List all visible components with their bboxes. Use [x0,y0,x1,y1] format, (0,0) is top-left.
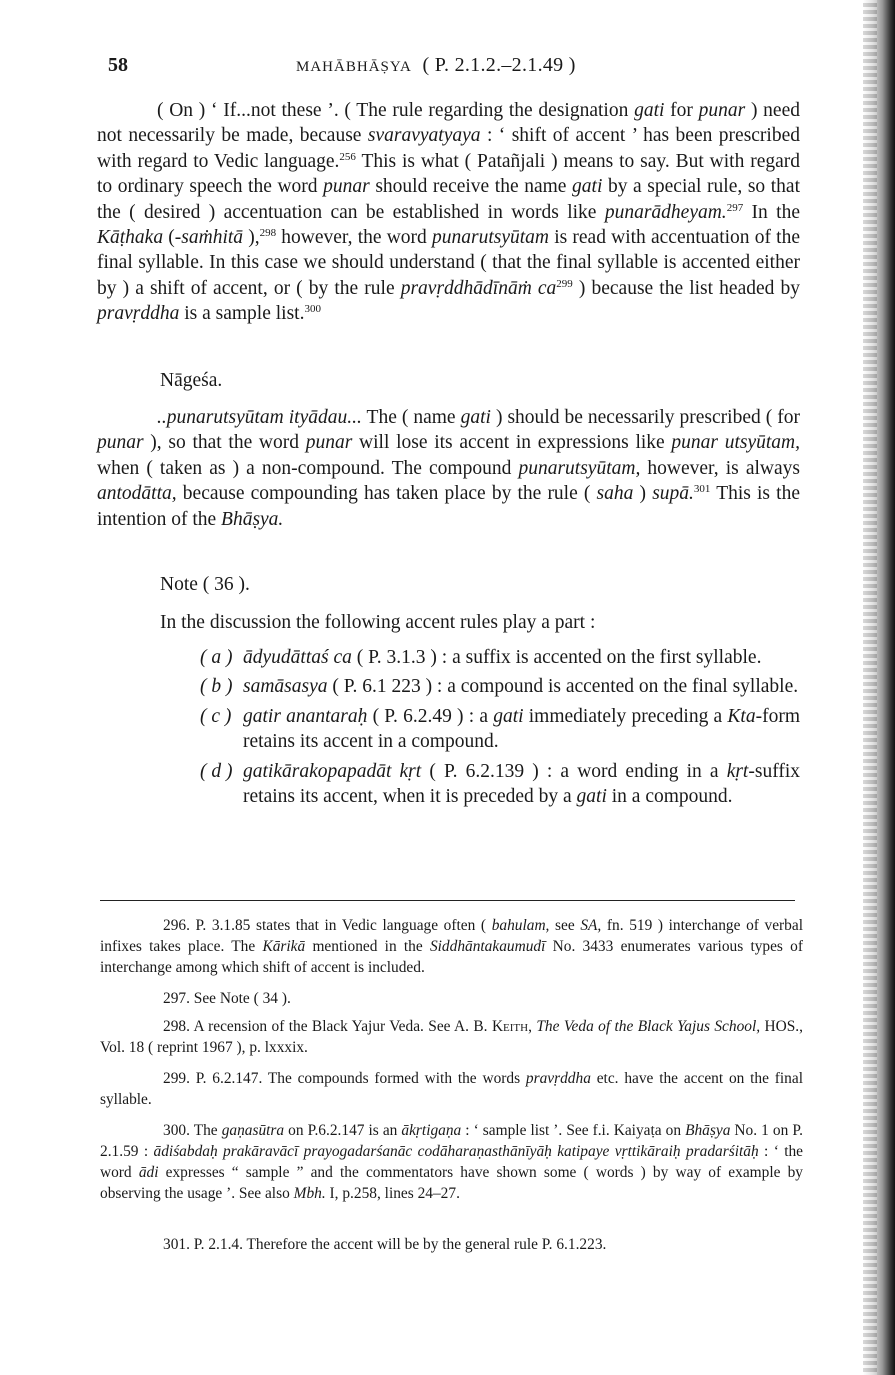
text: HOS., Vol. 18 ( reprint 1967 ), p. lxxxix. [100,1018,803,1056]
footnote-299 [100,1068,803,1110]
title-part: BH [345,59,369,75]
text: etc. have the accent on the final syllable. [100,1070,803,1108]
text: will lose its accent in expressions like [352,432,672,454]
footnote-ref[interactable]: 300 [304,303,321,316]
footnote-296 [100,915,803,978]
text: for [664,100,699,121]
note-heading [97,572,800,597]
term: Kārikā [262,938,306,955]
text: on P.6.2.147 is an [284,1122,402,1139]
text: fn. 519 ) interchange of verbal infixes takes place. The [100,917,803,955]
term: gati [460,407,491,428]
term: gaṇasūtra [221,1122,285,1139]
section-heading: Note ( 36 ). [160,574,250,595]
term: punar utsyūtam, [671,432,800,454]
author: Keith, [491,1018,532,1035]
rule-text: -suffix retains its accent, when it is preceded by a [243,760,800,808]
footnote-301 [100,1234,803,1255]
text: ) need not necessarily be made, because [97,100,800,147]
term: SA, [580,917,602,934]
text: 296. P. 3.1.85 states that in Vedic language often ( [163,917,492,934]
nagesa-heading [97,368,800,393]
rule-text: immediately preceding a [523,705,728,727]
term: antodātta, [97,483,177,505]
footnote-ref[interactable]: 299 [556,277,573,290]
rule-text: ( P. 6.2.139 ) : a word ending in a [421,760,727,782]
footnote-300 [100,1120,803,1204]
text: ), [243,227,260,249]
term: pravṛddha [525,1070,591,1087]
term: punar [698,100,746,121]
rule-name: gatikārakopapadāt kṛt [243,760,422,782]
term: Mbh. [293,1185,326,1202]
section-reference: ( P. 2.1.2.–2.1.49 ) [422,54,576,76]
page-header [108,54,808,82]
text: This is what ( Patañjali ) means to say. But with regard to ordinary speech the word [97,150,801,198]
term: svaravyatyaya [367,125,481,147]
quote: ..punarutsyūtam ityādau... [157,407,362,428]
page-number: 58 [108,54,128,76]
book-title: The Veda of the Black Yajus School, [536,1018,761,1035]
text: In the [743,201,800,223]
footnote-divider [100,900,795,901]
footnote-ref[interactable]: 301 [693,483,711,496]
rule-name: ādyudāttaś ca [243,647,352,668]
text: because compounding has taken place by the rule ( [176,483,597,505]
text: : ‘ sample list ’. See f.i. Kaiyaṭa on [461,1122,686,1139]
text: mentioned in the [305,938,430,955]
accent-rules-list [200,645,800,813]
text: : ‘ the word [100,1143,804,1181]
text: 299. P. 6.2.147. The compounds formed with the words [163,1070,526,1087]
text: however, is always [640,457,800,479]
term: Siddhāntakaumudī [429,938,546,955]
text: : ‘ shift of accent ’ has been prescribed with regard to Vedic language. [97,125,801,172]
term: gati [493,705,524,727]
page-edge-texture [863,0,877,1375]
text: ) because the list headed by [572,277,800,299]
text: No. 3433 enumerates various types of interchange among which shift of accent is included. [100,938,803,976]
title-part: YA [389,59,412,75]
term: punar [305,432,353,454]
term: ākṛtigaṇa [401,1122,462,1139]
term: Bhāṣya. [221,508,284,530]
term: gati [576,786,607,808]
rule-label: ( c ) [200,705,232,727]
term: kṛt [726,760,749,782]
rule-text: -form retains its accent in a compound. [243,705,800,753]
text: 298. A recension of the Black Yajur Veda. See A. B. [163,1018,492,1035]
term: Kta [727,705,756,727]
term: gati [572,176,603,198]
rule-item [200,704,800,755]
term: punarutsyūtam, [518,457,641,479]
term: Kāṭhaka [97,227,164,249]
text: is a sample list. [179,303,305,325]
text: however, the word [276,227,432,249]
rule-label: ( d ) [200,760,233,782]
text: ) [633,483,653,505]
paragraph-on-if-not-these [97,98,800,327]
rule-name: gatir anantaraḥ [243,705,368,727]
sanskrit-quote: ādiśabdaḥ prakāravācī prayogadarśanāc codāharaṇasthānīyāḥ katipaye vṛttikāraiḥ pradarśitāḥ [153,1143,759,1160]
rule-label: ( b ) [200,676,233,698]
text: expresses “ sample ” and the commentators have shown some ( words ) by way of example by observing the usage ’. See also [100,1164,803,1202]
rule-label: ( a ) [200,647,233,668]
title-part: MAH [296,59,335,75]
footnote-298 [100,1016,803,1058]
running-title [296,54,576,77]
footnote-ref[interactable]: 297 [726,201,744,214]
title-part: Ā [334,59,346,75]
term: punar [323,176,370,198]
rule-text: ( P. 6.2.49 ) : a [367,705,494,727]
section-heading: Nāgeśa. [160,370,223,391]
footnote-ref[interactable]: 256 [339,150,356,163]
term: Bhāṣya [685,1122,731,1139]
text: 300. The [163,1122,222,1139]
term: gati [634,100,665,121]
term: punar [97,432,144,454]
term: punarutsyūtam [432,227,549,249]
term: -saṁhitā [174,227,244,249]
term: pravṛddhādīnāṁ ca [400,277,557,299]
text: I, p.258, lines 24–27. [325,1185,460,1202]
text: should receive the name [369,176,573,198]
rule-item [200,759,800,810]
term: pravṛddha [97,303,180,325]
intro-text: In the discussion the following accent rules play a part : [160,612,596,633]
rule-item [200,674,800,699]
text: ), so that the word [143,432,306,454]
rule-item [200,645,800,670]
term: supā. [652,483,694,505]
footnote-ref[interactable]: 298 [259,227,277,240]
term: punarādheyam. [604,201,727,223]
rule-text: in a compound. [606,786,733,808]
text: ( [163,227,175,249]
title-part: Ā [368,59,381,75]
text: This is the intention of the [97,483,800,530]
title-part: Ṣ [380,59,390,75]
term: ādi [138,1164,159,1181]
rule-name: samāsasya [243,676,328,698]
text: ( On ) ‘ If...not these ’. ( The rule regarding the designation [157,100,635,121]
paragraph-nagesa [97,405,800,532]
note-intro [97,610,800,635]
text: ) should be necessarily prescribed ( for [490,407,800,428]
term: bahulam, [491,917,550,934]
text: The ( name [361,407,461,428]
rule-text: ( P. 3.1.3 ) : a suffix is accented on the first syllable. [351,647,762,668]
footnote-text: 297. See Note ( 34 ). [163,990,291,1007]
text: by a special rule, so that the ( desired ) accentuation can be established in words like [97,176,800,223]
term: saha [596,483,634,505]
text: when ( taken as ) a non-compound. The compound [97,457,519,479]
rule-text: ( P. 6.1 223 ) : a compound is accented on the final syllable. [327,676,799,698]
footnote-297 [100,988,803,1009]
text: see [549,917,581,934]
text: No. 1 on P. 2.1.59 : [100,1122,804,1160]
text: is read with accentuation of the final syllable. In this case we should understand ( that the final syllable is accented either by ) a shift of accent, or ( by the rule [97,227,800,299]
footnote-text: 301. P. 2.1.4. Therefore the accent will be by the general rule P. 6.1.223. [163,1236,607,1253]
